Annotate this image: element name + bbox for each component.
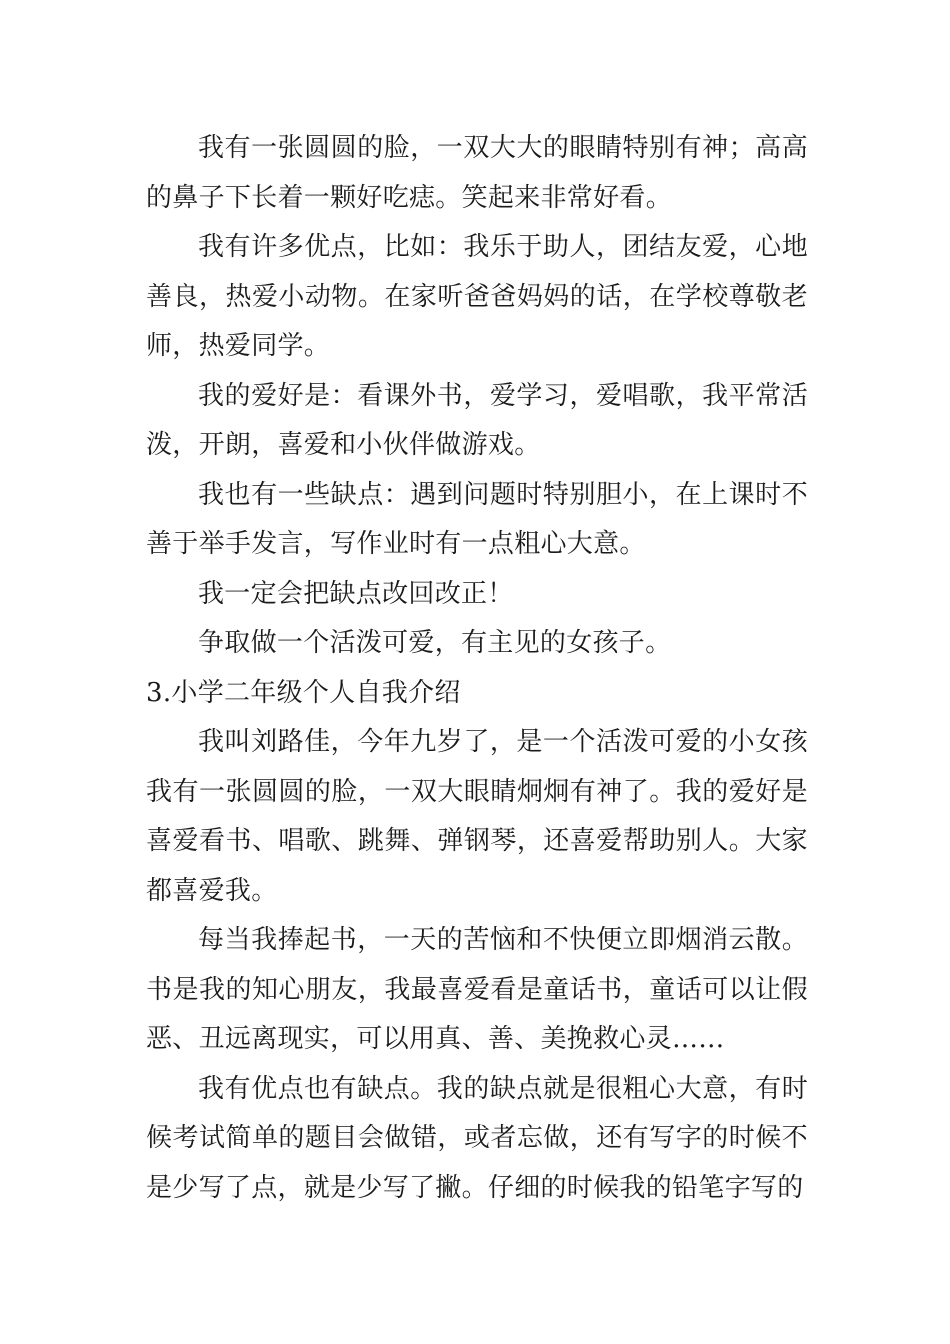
- paragraph-face: 我有一张圆圆的脸，一双大大的眼睛特别有神；高高的鼻子下长着一颗好吃痣。笑起来非常好看。: [146, 133, 808, 213]
- paragraph-weaknesses: 我也有一些缺点：遇到问题时特别胆小，在上课时不善于举手发言，写作业时有一点粗心大意。: [146, 479, 808, 559]
- paragraph-pros-cons: 我有优点也有缺点。我的缺点就是很粗心大意，有时候考试简单的题目会做错，或者忘做，还有写字的时候不是少写了点，就是少写了撇。仔细的时候我的铅笔字写的: [146, 1073, 808, 1203]
- paragraph-reading: 每当我捧起书，一天的苦恼和不快便立即烟消云散。书是我的知心朋友，我最喜爱看是童话书，童话可以让假恶、丑远离现实，可以用真、善、美挽救心灵……: [146, 925, 808, 1054]
- document-page: [146, 124, 808, 1213]
- section-heading: 3.小学二年级个人自我介绍: [146, 677, 461, 708]
- paragraph-introduction: 我叫刘路佳，今年九岁了，是一个活泼可爱的小女孩我有一张圆圆的脸，一双大眼睛炯炯有神了。我的爱好是喜爱看书、唱歌、跳舞、弹钢琴，还喜爱帮助别人。大家都喜爱我。: [146, 727, 808, 906]
- paragraph-resolution: 我一定会把缺点改回改正！: [198, 578, 514, 609]
- paragraph-goal: 争取做一个活泼可爱，有主见的女孩子。: [198, 628, 672, 658]
- paragraph-strengths: 我有许多优点，比如：我乐于助人，团结友爱，心地善良，热爱小动物。在家听爸爸妈妈的话，在学校尊敬老师，热爱同学。: [146, 232, 808, 361]
- paragraph-hobbies: 我的爱好是：看课外书，爱学习，爱唱歌，我平常活泼，开朗，喜爱和小伙伴做游戏。: [146, 380, 808, 460]
